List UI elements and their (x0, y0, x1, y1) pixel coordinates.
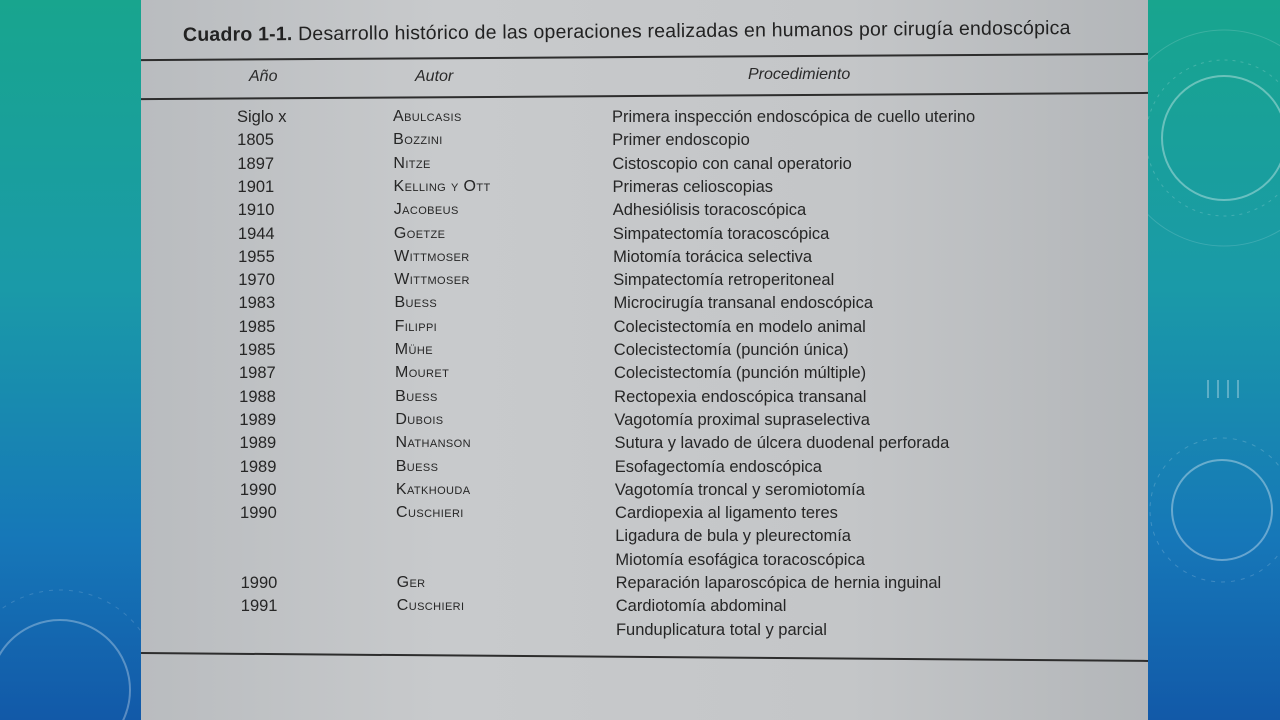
table-row (239, 388, 1119, 410)
table-row (237, 108, 1117, 130)
author-cell: Dubois (395, 410, 444, 428)
table-row (237, 131, 1117, 153)
year-cell: Siglo x (237, 108, 287, 126)
author-cell: Mühe (394, 341, 433, 358)
table-row (238, 225, 1118, 247)
author-cell: Filippi (394, 317, 438, 335)
table-row (241, 621, 1121, 643)
table-row (239, 364, 1119, 386)
procedure-cell: Reparación laparoscópica de hernia inguinal (615, 574, 942, 592)
procedure-cell: Simpatectomía retroperitoneal (613, 271, 835, 290)
year-cell: 1901 (237, 177, 275, 196)
author-cell: Abulcasis (393, 108, 462, 125)
table-row (238, 178, 1118, 200)
year-cell: 1944 (237, 224, 275, 243)
year-cell: 1990 (240, 504, 277, 523)
year-cell: 1989 (239, 434, 277, 453)
year-cell: 1990 (239, 480, 277, 499)
procedure-cell: Vagotomía proximal supraselectiva (614, 410, 870, 429)
table-row (241, 597, 1121, 619)
top-rule (141, 53, 1148, 61)
year-cell: 1988 (239, 387, 276, 406)
table-row (238, 271, 1118, 293)
author-cell: Cuschieri (396, 504, 464, 522)
year-cell: 1805 (237, 131, 274, 150)
procedure-cell: Simpatectomía toracoscópica (612, 224, 830, 243)
caption-label: Cuadro 1-1. (182, 23, 293, 46)
procedure-cell: Colecistectomía en modelo animal (613, 317, 866, 336)
table-row (240, 551, 1120, 573)
procedure-cell: Primera inspección endoscópica de cuello uterino (612, 108, 976, 126)
author-cell: Nitze (393, 154, 431, 172)
author-cell: Buess (394, 294, 438, 312)
procedure-cell: Microcirugía transanal endoscópica (613, 294, 873, 313)
procedure-cell: Cardiopexia al ligamento teres (615, 504, 838, 523)
procedure-cell: Miotomía esofágica toracoscópica (615, 550, 865, 569)
header-procedure: Procedimiento (748, 66, 851, 83)
table-row (240, 527, 1120, 549)
procedure-cell: Cistoscopio con canal operatorio (612, 154, 852, 173)
decorative-rings-right (1148, 0, 1280, 720)
table-row (238, 201, 1118, 223)
author-cell: Wittmoser (394, 271, 470, 289)
author-cell: Katkhouda (395, 480, 471, 498)
year-cell: 1970 (238, 271, 275, 290)
procedure-cell: Rectopexia endoscópica transanal (614, 387, 867, 406)
table-row (240, 504, 1120, 526)
author-cell: Ger (396, 574, 426, 591)
author-cell: Nathanson (395, 434, 471, 452)
table-row (239, 411, 1119, 433)
procedure-cell: Cardiotomía abdominal (615, 597, 787, 616)
year-cell: 1985 (238, 317, 276, 336)
table-caption (183, 17, 1133, 47)
year-cell: 1989 (239, 457, 277, 476)
header-author: Autor (415, 68, 454, 85)
author-cell: Buess (395, 457, 439, 475)
procedure-cell: Sutura y lavado de úlcera duodenal perforada (614, 434, 950, 453)
year-cell: 1910 (237, 201, 275, 220)
table-row (240, 458, 1120, 480)
book-page-photo (141, 0, 1148, 720)
procedure-cell: Primeras celioscopias (612, 177, 774, 196)
year-cell: 1983 (238, 294, 276, 313)
year-cell: 1987 (238, 364, 276, 383)
header-year: Año (249, 68, 278, 85)
author-cell: Buess (395, 387, 438, 405)
table-row (237, 155, 1117, 177)
year-cell: 1985 (238, 341, 276, 359)
procedure-cell: Esofagectomía endoscópica (614, 457, 822, 476)
procedure-cell: Vagotomía troncal y seromiotomía (614, 480, 865, 499)
procedure-cell: Colecistectomía (punción múltiple) (613, 364, 867, 383)
procedure-cell: Miotomía torácica selectiva (613, 247, 813, 266)
author-cell: Mouret (394, 364, 450, 382)
procedure-cell: Ligadura de bula y pleurectomía (615, 527, 851, 546)
author-cell: Goetze (393, 224, 446, 242)
author-cell: Kelling y Ott (393, 177, 491, 195)
year-cell: 1990 (240, 574, 278, 592)
table-row (238, 248, 1118, 270)
year-cell: 1991 (240, 597, 278, 616)
table-row (241, 574, 1121, 596)
header-rule (141, 92, 1148, 100)
table-row (240, 434, 1120, 456)
bottom-rule (141, 652, 1148, 662)
author-cell: Bozzini (393, 131, 443, 149)
year-cell: 1989 (239, 410, 277, 429)
procedure-cell: Adhesiólisis toracoscópica (612, 201, 807, 220)
procedure-cell: Primer endoscopio (612, 131, 750, 150)
year-cell: 1897 (237, 154, 275, 173)
table-row (238, 294, 1118, 316)
table-row (239, 318, 1119, 340)
procedure-cell: Colecistectomía (punción única) (613, 341, 849, 359)
decorative-rings-left (0, 540, 141, 720)
table-row (240, 481, 1120, 503)
author-cell: Jacobeus (393, 201, 459, 219)
author-cell: Wittmoser (394, 247, 470, 265)
year-cell: 1955 (238, 247, 275, 266)
table-row (239, 341, 1119, 363)
author-cell: Cuschieri (396, 597, 465, 615)
caption-text: Desarrollo histórico de las operaciones realizadas en humanos por cirugía endoscópica (298, 17, 1071, 46)
procedure-cell: Funduplicatura total y parcial (615, 620, 827, 639)
